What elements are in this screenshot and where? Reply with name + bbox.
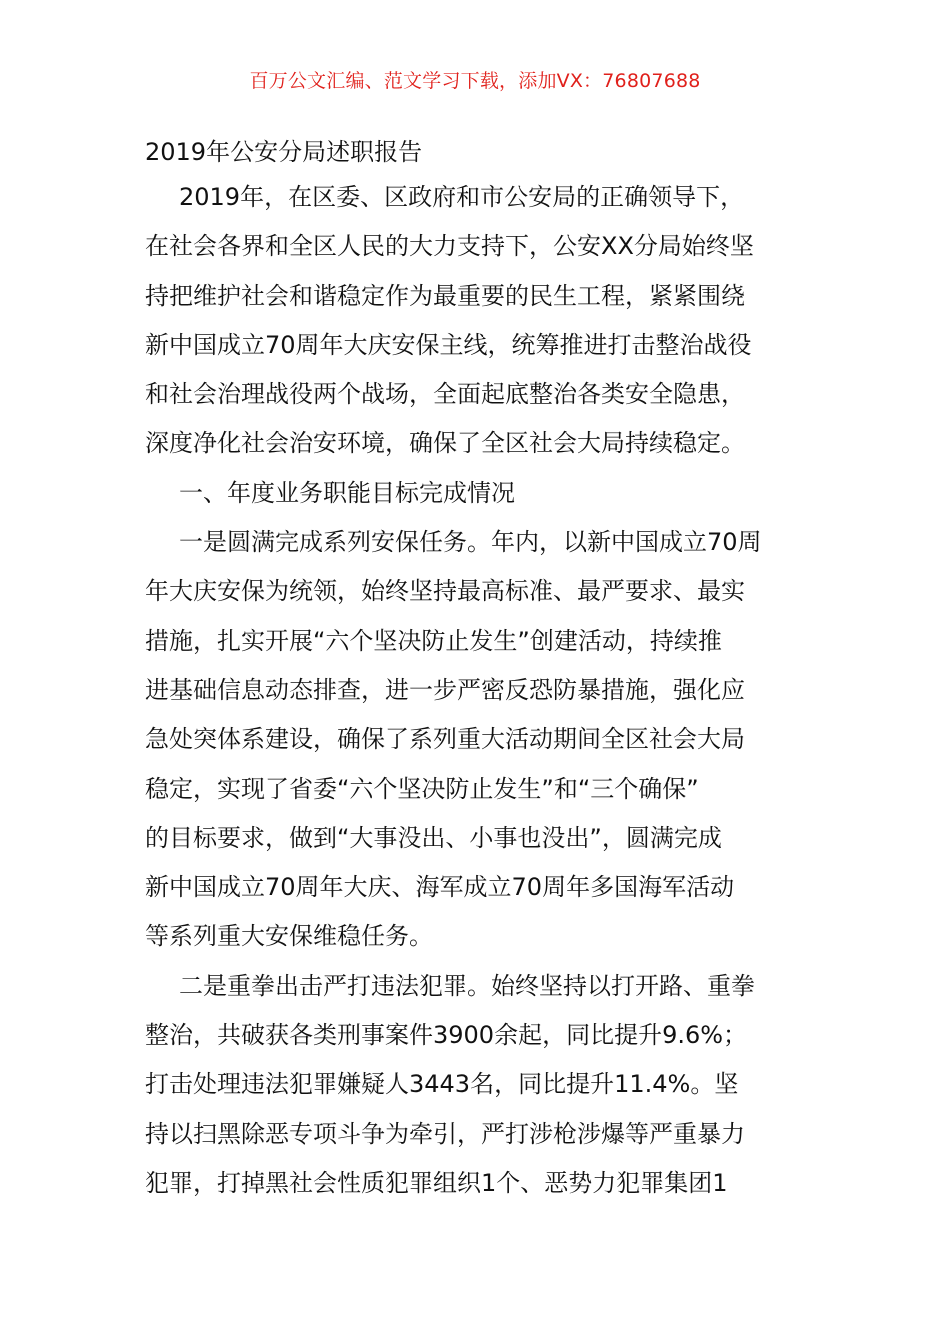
paragraph-line: 打击处理违法犯罪嫌疑人3443名，同比提升11.4%。坚 <box>145 1070 739 1099</box>
header-download-note: 百万公文汇编、范文学习下载，添加VX：76807688 <box>249 70 701 92</box>
paragraph-line: 的目标要求，做到“大事没出、小事也没出”，圆满完成 <box>145 823 722 852</box>
paragraph-line: 犯罪，打掉黑社会性质犯罪组织1个、恶势力犯罪集团1 <box>145 1168 728 1197</box>
section-heading: 一、年度业务职能目标完成情况 <box>179 478 515 507</box>
paragraph-line: 持以扫黑除恶专项斗争为牵引，严打涉枪涉爆等严重暴力 <box>145 1119 745 1148</box>
paragraph-line: 整治，共破获各类刑事案件3900余起，同比提升9.6%； <box>145 1021 748 1050</box>
paragraph-line: 年大庆安保为统领，始终坚持最高标准、最严要求、最实 <box>145 577 745 606</box>
paragraph-line: 稳定，实现了省委“六个坚决防止发生”和“三个确保” <box>145 774 699 803</box>
paragraph-line: 2019年，在区委、区政府和市公安局的正确领导下， <box>179 183 745 211</box>
paragraph-line: 新中国成立70周年大庆、海军成立70周年多国海军活动 <box>145 873 735 902</box>
document-title: 2019年公安分局述职报告 <box>145 138 423 166</box>
paragraph-line: 措施，扎实开展“六个坚决防止发生”创建活动，持续推 <box>145 626 722 655</box>
paragraph-line: 急处突体系建设，确保了系列重大活动期间全区社会大局 <box>145 725 745 754</box>
paragraph-line: 在社会各界和全区人民的大力支持下，公安XX分局始终坚 <box>145 232 754 261</box>
paragraph-line: 进基础信息动态排查，进一步严密反恐防暴措施，强化应 <box>145 675 745 704</box>
paragraph-line: 二是重拳出击严打违法犯罪。始终坚持以打开路、重拳 <box>179 971 755 1000</box>
document-body <box>145 173 810 1208</box>
paragraph-line: 深度净化社会治安环境，确保了全区社会大局持续稳定。 <box>145 429 745 458</box>
paragraph-line: 持把维护社会和谐稳定作为最重要的民生工程，紧紧围绕 <box>145 281 745 310</box>
paragraph-line: 一是圆满完成系列安保任务。年内，以新中国成立70周 <box>179 528 762 557</box>
paragraph-line: 新中国成立70周年大庆安保主线，统筹推进打击整治战役 <box>145 330 752 359</box>
paragraph-line: 等系列重大安保维稳任务。 <box>145 922 433 951</box>
paragraph-line: 和社会治理战役两个战场，全面起底整治各类安全隐患， <box>145 380 745 409</box>
